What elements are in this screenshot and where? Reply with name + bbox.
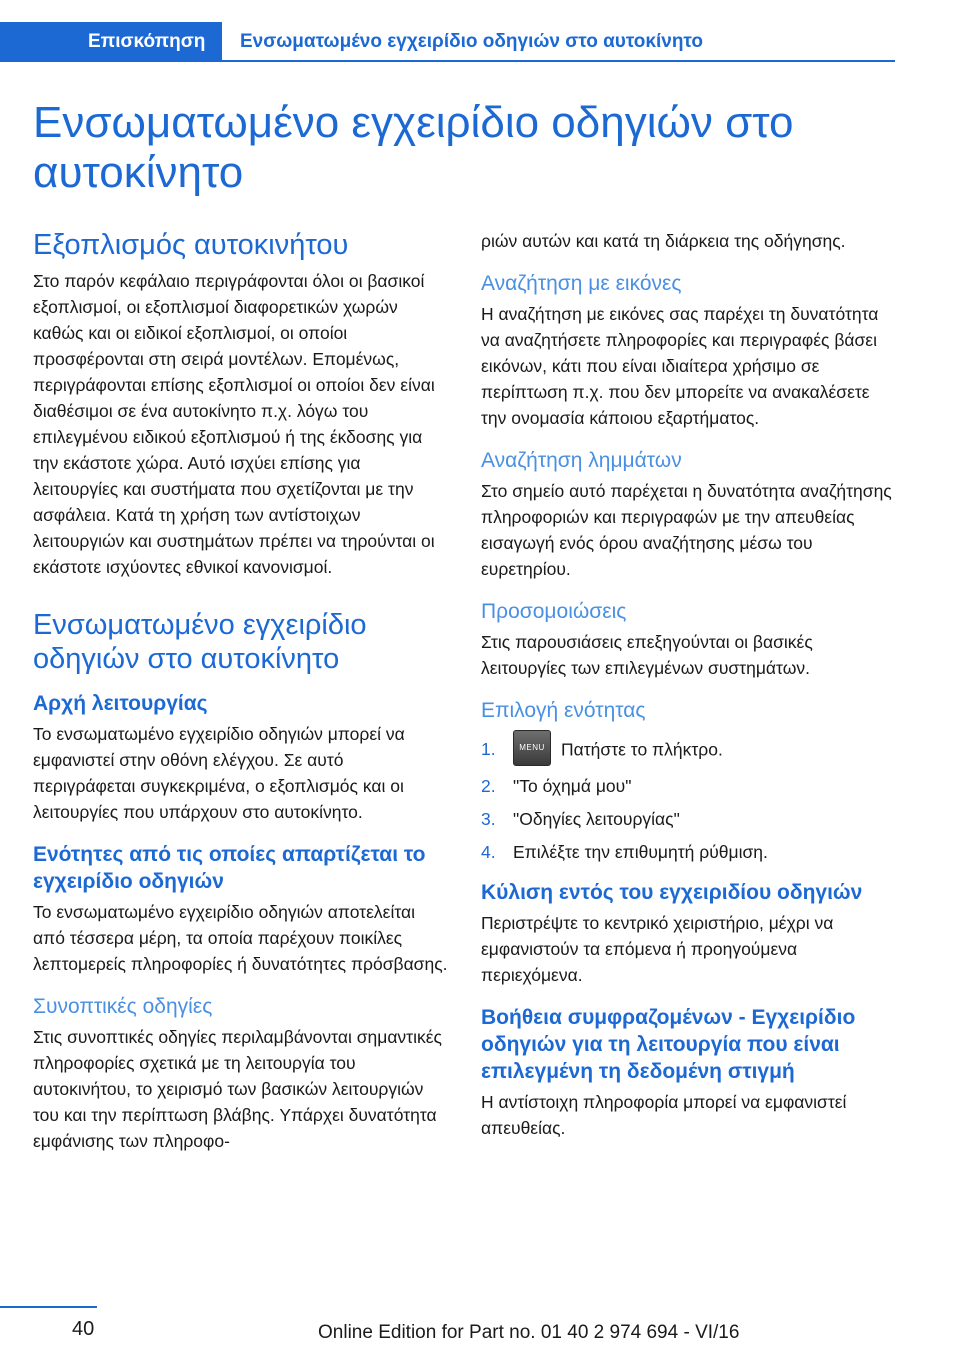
text-manual-sections: Το ενσωματωμένο εγχειρίδιο οδηγιών αποτελείται από τέσσερα μέρη, τα οποία παρέχουν ποικίλες λεπτομερείς πληροφορίες ή δυνατότητες πρόσβασης. — [33, 902, 448, 974]
menu-button-icon: MENU — [513, 730, 551, 766]
subheading-select-section: Επιλογή ενότητας — [481, 699, 646, 722]
section-heading-integrated-manual: Ενσωματωμένο εγχειρίδιο οδηγιών στο αυτοκίνητο — [33, 609, 367, 675]
section-heading-vehicle-equipment: Εξοπλισμός αυτοκινήτου — [33, 229, 349, 261]
text-quick-guide-continued: ριών αυτών και κατά τη διάρκεια της οδήγησης. — [481, 231, 846, 251]
step-number: 3. — [481, 809, 496, 829]
list-item — [481, 806, 896, 832]
edition-footer: Online Edition for Part no. 01 40 2 974 694 - VI/16 — [318, 1322, 740, 1343]
list-item — [481, 736, 896, 766]
text-quick-guide: Στις συνοπτικές οδηγίες περιλαμβάνονται σημαντικές πληροφορίες σχετικά με τη λειτουργία του αυτοκινήτου, το χειρισμό των βασικών λειτουργιών του και την περίπτωση βλάβης. Υπάρχει δυνατότητα εμφάνισης των πληροφο- — [33, 1027, 442, 1151]
list-item — [481, 773, 896, 799]
step-number: 4. — [481, 842, 496, 862]
breadcrumb[interactable]: Ενσωματωμένο εγχειρίδιο οδηγιών στο αυτοκίνητο — [240, 31, 703, 52]
subheading-image-search: Αναζήτηση με εικόνες — [481, 272, 682, 295]
subheading-simulations: Προσομοιώσεις — [481, 600, 627, 623]
step-text: "Το όχημά μου" — [513, 776, 632, 796]
step-text: "Οδηγίες λειτουργίας" — [513, 809, 680, 829]
step-number: 1. — [481, 739, 496, 759]
text-operating-principle: Το ενσωματωμένο εγχειρίδιο οδηγιών μπορεί να εμφανιστεί στην οθόνη ελέγχου. Σε αυτό περιγράφεται συγκεκριμένα, ο εξοπλισμός και οι λειτουργίες που υπάρχουν στο αυτοκίνητο. — [33, 724, 405, 822]
step-text: Επιλέξτε την επιθυμητή ρύθμιση. — [513, 842, 768, 862]
tab-overview[interactable]: Επισκόπηση — [0, 22, 222, 62]
header-bar — [0, 22, 895, 62]
left-column — [33, 228, 448, 1154]
step-number: 2. — [481, 776, 496, 796]
header-rule — [222, 60, 895, 62]
page-number: 40 — [72, 1318, 95, 1340]
footer-rule — [0, 1306, 97, 1308]
subheading-context-help: Βοήθεια συμφραζομένων - Εγχειρίδιο οδηγιών για τη λειτουργία που είναι επιλεγμένη τη δεδομένη στιγμή — [481, 1006, 856, 1083]
subheading-operating-principle: Αρχή λειτουργίας — [33, 692, 208, 715]
subheading-manual-sections: Ενότητες από τις οποίες απαρτίζεται το εγχειρίδιο οδηγιών — [33, 843, 426, 893]
text-simulations: Στις παρουσιάσεις επεξηγούνται οι βασικές λειτουργίες των επιλεγμένων συστημάτων. — [481, 632, 813, 678]
list-item — [481, 839, 896, 865]
right-column — [481, 228, 896, 1141]
page-title: Ενσωματωμένο εγχειρίδιο οδηγιών στο αυτοκίνητο — [33, 98, 794, 197]
steps-list — [481, 736, 896, 865]
step-text: Πατήστε το πλήκτρο. — [561, 739, 723, 760]
text-image-search: Η αναζήτηση με εικόνες σας παρέχει τη δυνατότητα να αναζητήσετε πληροφορίες και περιγραφές βάσει εικόνων, κάτι που είναι ιδιαίτερα χρήσιμο σε περίπτωση π.χ. που δεν μπορείτε να ανακαλέσετε την ονομασία κάποιου εξαρτήματος. — [481, 304, 879, 428]
text-context-help: Η αντίστοιχη πληροφορία μπορεί να εμφανιστεί απευθείας. — [481, 1092, 847, 1138]
subheading-scrolling: Κύλιση εντός του εγχειριδίου οδηγιών — [481, 881, 863, 904]
section-text-vehicle-equipment: Στο παρόν κεφάλαιο περιγράφονται όλοι οι βασικοί εξοπλισμοί, οι εξοπλισμοί διαφορετικών χωρών καθώς και οι ειδικοί εξοπλισμοί, οι οποίοι προσφέρονται στη σειρά μοντέλων. Επομένως, περιγράφονται επίσης εξοπλισμοί οι οποίοι δεν είναι διαθέσιμοι σε ένα αυτοκίνητο π.χ. λόγω του επιλεγμένου ειδικού εξοπλισμού ή της έκδοσης για την εκάστοτε χώρα. Αυτό ισχύει επίσης για λειτουργίες και συστήματα που σχετίζονται με την ασφάλεια. Κατά τη χρήση των αντίστοιχων λειτουργιών και συστημάτων πρέπει να τηρούνται οι εκάστοτε ισχύοντες εθνικοί κανονισμοί. — [33, 271, 435, 577]
subheading-quick-guide: Συνοπτικές οδηγίες — [33, 995, 213, 1018]
text-scrolling: Περιστρέψτε το κεντρικό χειριστήριο, μέχρι να εμφανιστούν τα επόμενα ή προηγούμενα περιεχόμενα. — [481, 913, 834, 985]
text-keyword-search: Στο σημείο αυτό παρέχεται η δυνατότητα αναζήτησης πληροφοριών και περιγραφών με την απευθείας εισαγωγή ενός όρου αναζήτησης μέσω του ευρετηρίου. — [481, 481, 892, 579]
subheading-keyword-search: Αναζήτηση λημμάτων — [481, 449, 682, 472]
